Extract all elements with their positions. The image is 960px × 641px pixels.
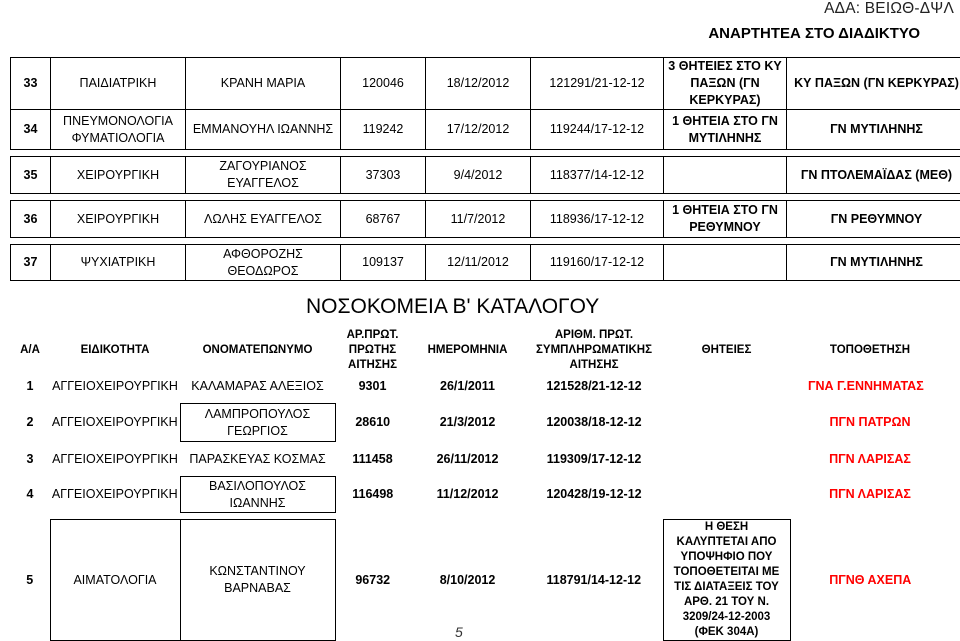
table-row bbox=[11, 58, 960, 110]
sync-number-cell: 120038/18-12-12 bbox=[525, 404, 663, 442]
placement-cell: ΠΓΝ ΛΑΡΙΣΑΣ bbox=[790, 448, 950, 470]
ada-code: ΑΔΑ: ΒΕΙΩΘ-ΔΨΛ bbox=[824, 0, 954, 18]
table-row bbox=[10, 477, 950, 513]
header-placement: ΤΟΠΟΘΕΤΗΣΗ bbox=[790, 325, 950, 375]
specialty-cell: ΧΕΙΡΟΥΡΓΙΚΗ bbox=[51, 201, 186, 238]
specialty-cell: ΨΥΧΙΑΤΡΙΚΗ bbox=[51, 245, 186, 281]
header-name: ΟΝΟΜΑΤΕΠΩΝΥΜΟ bbox=[180, 325, 335, 375]
date-cell: 9/4/2012 bbox=[426, 157, 531, 194]
app-number-cell: 96732 bbox=[335, 520, 410, 641]
name-cell: ΑΦΘΟΡΟΖΗΣ ΘΕΟΔΩΡΟΣ bbox=[186, 245, 341, 281]
date-cell: 26/11/2012 bbox=[410, 448, 525, 470]
specialty-cell: ΠΝΕΥΜΟΝΟΛΟΓΙΑ ΦΥΜΑΤΙΟΛΟΓΙΑ bbox=[51, 110, 186, 150]
placement-cell: ΠΓΝ ΠΑΤΡΩΝ bbox=[790, 404, 950, 442]
app-number-cell: 111458 bbox=[335, 448, 410, 470]
date-cell: 18/12/2012 bbox=[426, 58, 531, 110]
header-row bbox=[10, 325, 950, 375]
specialty-cell: ΑΓΓΕΙΟΧΕΙΡΟΥΡΓΙΚΗ bbox=[50, 477, 180, 513]
name-cell: ΠΑΡΑΣΚΕΥΑΣ ΚΟΣΜΑΣ bbox=[180, 448, 335, 470]
specialty-cell: ΑΓΓΕΙΟΧΕΙΡΟΥΡΓΙΚΗ bbox=[50, 448, 180, 470]
date-cell: 11/12/2012 bbox=[410, 477, 525, 513]
row-number: 36 bbox=[11, 201, 51, 238]
placement-cell: ΓΝ ΜΥΤΙΛΗΝΗΣ bbox=[787, 110, 960, 150]
row-number: 2 bbox=[10, 404, 50, 442]
date-cell: 11/7/2012 bbox=[426, 201, 531, 238]
sync-number-cell: 118936/17-12-12 bbox=[531, 201, 664, 238]
header-number: Α/Α bbox=[10, 325, 50, 375]
date-cell: 8/10/2012 bbox=[410, 520, 525, 641]
section-title: ΝΟΣΟΚΟΜΕΙΑ Β' ΚΑΤΑΛΟΓΟΥ bbox=[306, 295, 599, 319]
first-list-table bbox=[10, 57, 960, 281]
page-number: 5 bbox=[455, 624, 463, 640]
positions-cell: Η ΘΕΣΗ ΚΑΛΥΠΤΕΤΑΙ ΑΠΟ ΥΠΟΨΗΦΙΟ ΠΟΥ ΤΟΠΟΘΕΤΕΙΤΑΙ ΜΕ ΤΙΣ ΔΙΑΤΑΞΕΙΣ ΤΟΥ ΑΡΘ. 21 ΤΟΥ Ν. 3209/24-12-2003 (ΦΕΚ 304Α) bbox=[663, 520, 790, 641]
name-cell: ΚΡΑΝΗ ΜΑΡΙΑ bbox=[186, 58, 341, 110]
positions-cell bbox=[663, 477, 790, 513]
name-cell: ΖΑΓΟΥΡΙΑΝΟΣ ΕΥΑΓΓΕΛΟΣ bbox=[186, 157, 341, 194]
placement-cell: ΓΝ ΜΥΤΙΛΗΝΗΣ bbox=[787, 245, 960, 281]
app-number-cell: 9301 bbox=[335, 375, 410, 397]
name-cell: ΚΑΛΑΜΑΡΑΣ ΑΛΕΞΙΟΣ bbox=[180, 375, 335, 397]
positions-cell bbox=[664, 157, 787, 194]
sync-number-cell: 119160/17-12-12 bbox=[531, 245, 664, 281]
positions-cell bbox=[663, 375, 790, 397]
sync-number-cell: 120428/19-12-12 bbox=[525, 477, 663, 513]
header-specialty: ΕΙΔΙΚΟΤΗΤΑ bbox=[50, 325, 180, 375]
specialty-cell: ΑΓΓΕΙΟΧΕΙΡΟΥΡΓΙΚΗ bbox=[50, 375, 180, 397]
table-row bbox=[11, 157, 960, 194]
positions-cell bbox=[663, 404, 790, 442]
sync-number-cell: 118791/14-12-12 bbox=[525, 520, 663, 641]
date-cell: 26/1/2011 bbox=[410, 375, 525, 397]
header-sync-number: ΑΡΙΘΜ. ΠΡΩΤ. ΣΥΜΠΛΗΡΩΜΑΤΙΚΗΣ ΑΙΤΗΣΗΣ bbox=[525, 325, 663, 375]
row-number: 4 bbox=[10, 477, 50, 513]
header-positions: ΘΗΤΕΙΕΣ bbox=[663, 325, 790, 375]
date-cell: 21/3/2012 bbox=[410, 404, 525, 442]
sync-number-cell: 121528/21-12-12 bbox=[525, 375, 663, 397]
table-row bbox=[10, 375, 950, 397]
header-app-number: ΑΡ.ΠΡΩΤ. ΠΡΩΤΗΣ ΑΙΤΗΣΗΣ bbox=[335, 325, 410, 375]
table-row bbox=[10, 520, 950, 641]
placement-cell: ΓΝ ΠΤΟΛΕΜΑΪΔΑΣ (ΜΕΘ) bbox=[787, 157, 960, 194]
app-number-cell: 68767 bbox=[341, 201, 426, 238]
row-number: 34 bbox=[11, 110, 51, 150]
placement-cell: ΓΝ ΡΕΘΥΜΝΟΥ bbox=[787, 201, 960, 238]
header-date: ΗΜΕΡΟΜΗΝΙΑ bbox=[410, 325, 525, 375]
specialty-cell: ΧΕΙΡΟΥΡΓΙΚΗ bbox=[51, 157, 186, 194]
row-number: 3 bbox=[10, 448, 50, 470]
sync-number-cell: 118377/14-12-12 bbox=[531, 157, 664, 194]
table-row bbox=[11, 201, 960, 238]
positions-cell: 1 ΘΗΤΕΙΑ ΣΤΟ ΓΝ ΜΥΤΙΛΗΝΗΣ bbox=[664, 110, 787, 150]
row-number: 37 bbox=[11, 245, 51, 281]
app-number-cell: 109137 bbox=[341, 245, 426, 281]
row-number: 35 bbox=[11, 157, 51, 194]
app-number-cell: 120046 bbox=[341, 58, 426, 110]
name-cell: ΒΑΣΙΛΟΠΟΥΛΟΣ ΙΩΑΝΝΗΣ bbox=[180, 477, 335, 513]
specialty-cell: ΑΓΓΕΙΟΧΕΙΡΟΥΡΓΙΚΗ bbox=[50, 404, 180, 442]
app-number-cell: 28610 bbox=[335, 404, 410, 442]
table-row bbox=[11, 245, 960, 281]
name-cell: ΚΩΝΣΤΑΝΤΙΝΟΥ ΒΑΡΝΑΒΑΣ bbox=[180, 520, 335, 641]
placement-cell: ΓΝΑ Γ.ΕΝΝΗΜΑΤΑΣ bbox=[790, 375, 950, 397]
name-cell: ΕΜΜΑΝΟΥΗΛ ΙΩΑΝΝΗΣ bbox=[186, 110, 341, 150]
app-number-cell: 116498 bbox=[335, 477, 410, 513]
table-row bbox=[10, 404, 950, 442]
table-row bbox=[11, 110, 960, 150]
specialty-cell: ΠΑΙΔΙΑΤΡΙΚΗ bbox=[51, 58, 186, 110]
app-number-cell: 37303 bbox=[341, 157, 426, 194]
posting-notice: ΑΝΑΡΤΗΤΕΑ ΣΤΟ ΔΙΑΔΙΚΤΥΟ bbox=[708, 25, 920, 42]
table-row bbox=[10, 448, 950, 470]
row-number: 33 bbox=[11, 58, 51, 110]
positions-cell bbox=[663, 448, 790, 470]
date-cell: 12/11/2012 bbox=[426, 245, 531, 281]
placement-cell: ΠΓΝΘ ΑΧΕΠΑ bbox=[790, 520, 950, 641]
positions-cell: 1 ΘΗΤΕΙΑ ΣΤΟ ΓΝ ΡΕΘΥΜΝΟΥ bbox=[664, 201, 787, 238]
sync-number-cell: 119244/17-12-12 bbox=[531, 110, 664, 150]
placement-cell: ΠΓΝ ΛΑΡΙΣΑΣ bbox=[790, 477, 950, 513]
sync-number-cell: 121291/21-12-12 bbox=[531, 58, 664, 110]
sync-number-cell: 119309/17-12-12 bbox=[525, 448, 663, 470]
row-number: 1 bbox=[10, 375, 50, 397]
app-number-cell: 119242 bbox=[341, 110, 426, 150]
name-cell: ΛΑΜΠΡΟΠΟΥΛΟΣ ΓΕΩΡΓΙΟΣ bbox=[180, 404, 335, 442]
second-list-table bbox=[10, 325, 950, 641]
positions-cell: 3 ΘΗΤΕΙΕΣ ΣΤΟ ΚΥ ΠΑΞΩΝ (ΓΝ ΚΕΡΚΥΡΑΣ) bbox=[664, 58, 787, 110]
placement-cell: ΚΥ ΠΑΞΩΝ (ΓΝ ΚΕΡΚΥΡΑΣ) bbox=[787, 58, 960, 110]
specialty-cell: ΑΙΜΑΤΟΛΟΓΙΑ bbox=[50, 520, 180, 641]
row-number: 5 bbox=[10, 520, 50, 641]
name-cell: ΛΩΛΗΣ ΕΥΑΓΓΕΛΟΣ bbox=[186, 201, 341, 238]
positions-cell bbox=[664, 245, 787, 281]
date-cell: 17/12/2012 bbox=[426, 110, 531, 150]
